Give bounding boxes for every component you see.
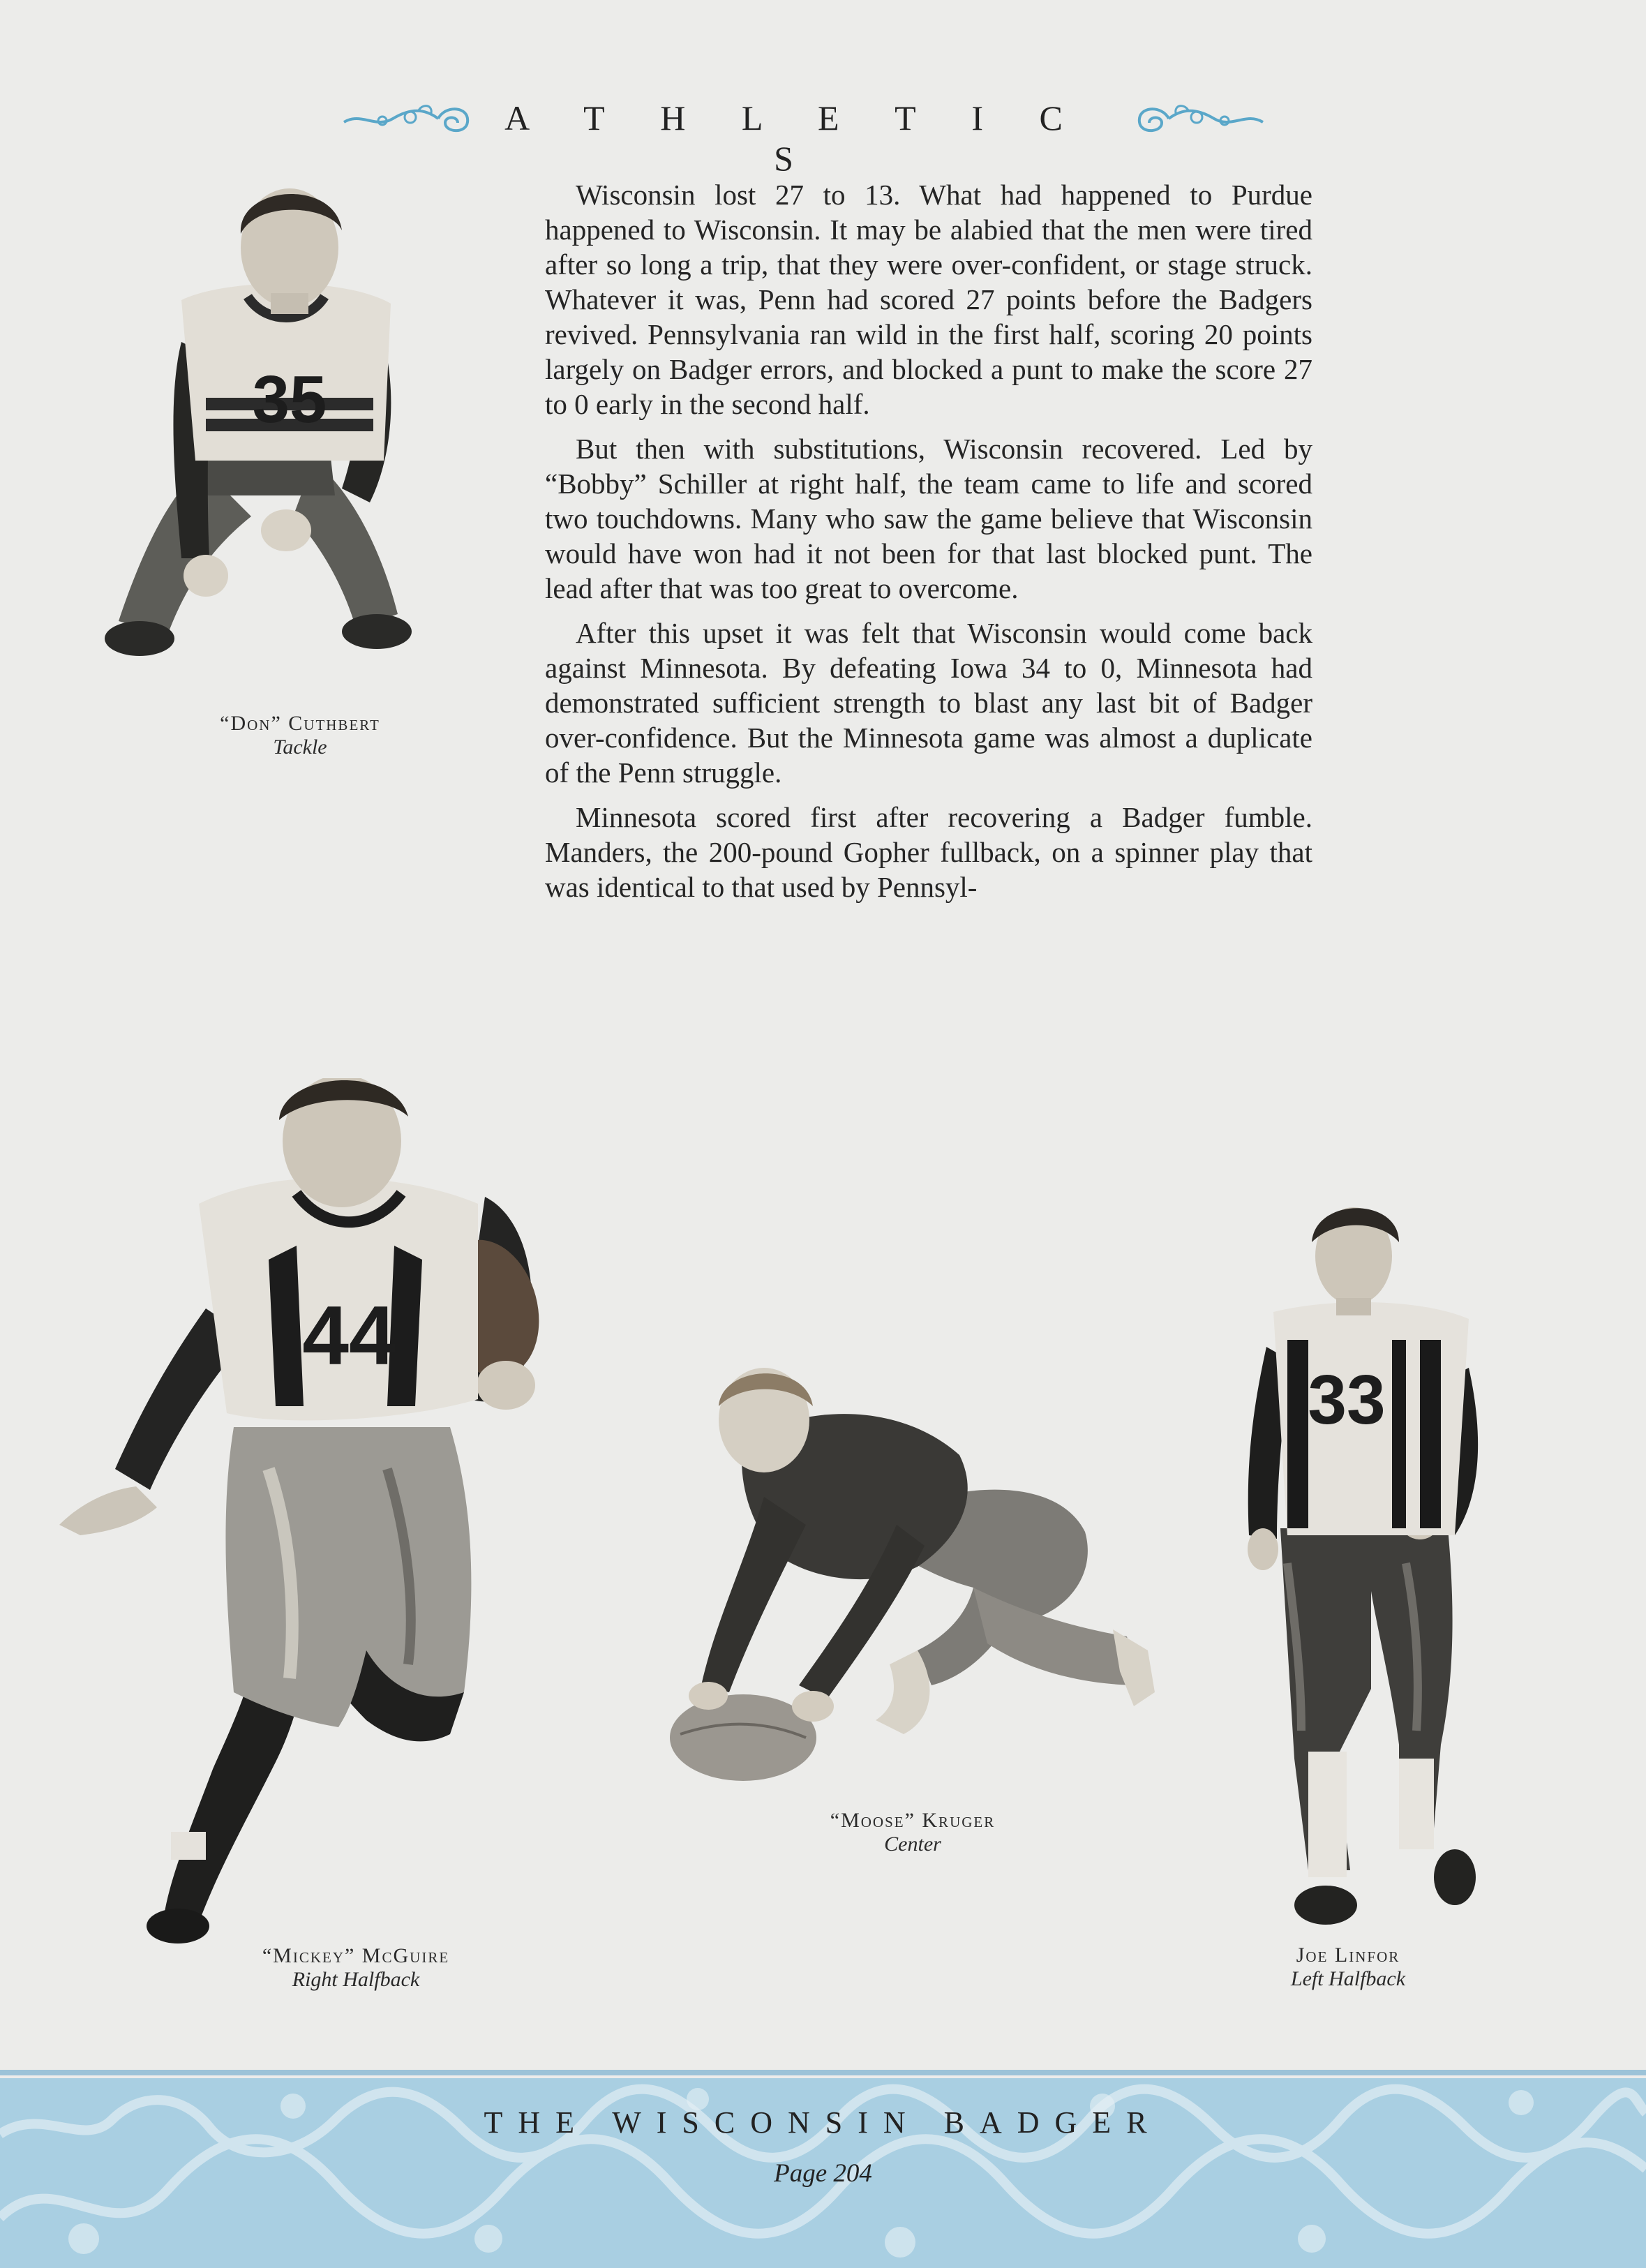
left-scroll-ornament xyxy=(341,98,473,140)
player-name: “Mickey” McGuire xyxy=(262,1944,450,1967)
section-title: A T H L E T I C S xyxy=(504,98,1086,178)
caption-linfor xyxy=(1209,1944,1488,1991)
player-position: Left Halfback xyxy=(1290,1967,1406,1990)
jersey-number: 33 xyxy=(1308,1361,1386,1439)
article-paragraph: Minnesota scored first after recovering a Badger fumble. Manders, the 200-pound Gopher fullback, on a spinner play that was identical to that used by Pennsyl- xyxy=(545,801,1312,903)
jersey-number: 35 xyxy=(252,362,327,437)
player-photo-kruger xyxy=(666,1357,1155,1790)
player-photo-linfor xyxy=(1232,1200,1493,1940)
caption-kruger xyxy=(773,1809,1052,1856)
caption-cuthbert xyxy=(160,712,440,759)
player-position: Tackle xyxy=(273,736,327,759)
article-paragraph: After this upset it was felt that Wisconsin would come back against Minnesota. By defeating Iowa 34 to 0, Minnesota had demonstrated sufficient strength to blast any last bit of Badger over-confidence. But the Minnesota game was almost a duplicate of the Penn struggle. xyxy=(545,617,1312,789)
publication-title: THE WISCONSIN BADGER xyxy=(484,2105,1162,2140)
right-scroll-ornament xyxy=(1134,98,1266,140)
player-position: Right Halfback xyxy=(292,1968,420,1991)
player-name: “Moose” Kruger xyxy=(830,1809,996,1832)
footer-rule xyxy=(0,2070,1646,2075)
caption-mcguire xyxy=(216,1944,495,1992)
article-body xyxy=(545,177,1312,914)
player-name: Joe Linfor xyxy=(1296,1944,1400,1967)
article-paragraph: But then with substitutions, Wisconsin recovered. Led by “Bobby” Schiller at right half, the team came to life and scored two touchdowns. Many who saw the game believe that Wisconsin would have won had it not been for that last blocked punt. The lead after that was too great to overcome. xyxy=(545,433,1312,604)
page-number: Page 204 xyxy=(774,2159,872,2188)
jersey-number: 44 xyxy=(302,1289,396,1382)
player-name: “Don” Cuthbert xyxy=(220,712,380,735)
player-position: Center xyxy=(884,1833,941,1856)
player-photo-cuthbert xyxy=(91,167,474,698)
player-photo-mcguire xyxy=(59,1078,590,1944)
article-paragraph: Wisconsin lost 27 to 13. What had happened to Purdue happened to Wisconsin. It may be alabied that the men were tired after so long a trip, that they were over-confident, or stage struck. Whatever it was, Penn had scored 27 points before the Badgers revived. Pennsylvania ran wild in the first half, scoring 20 points largely on Badger errors, and blocked a punt to make the score 27 to 0 early in the second half. xyxy=(545,179,1312,420)
